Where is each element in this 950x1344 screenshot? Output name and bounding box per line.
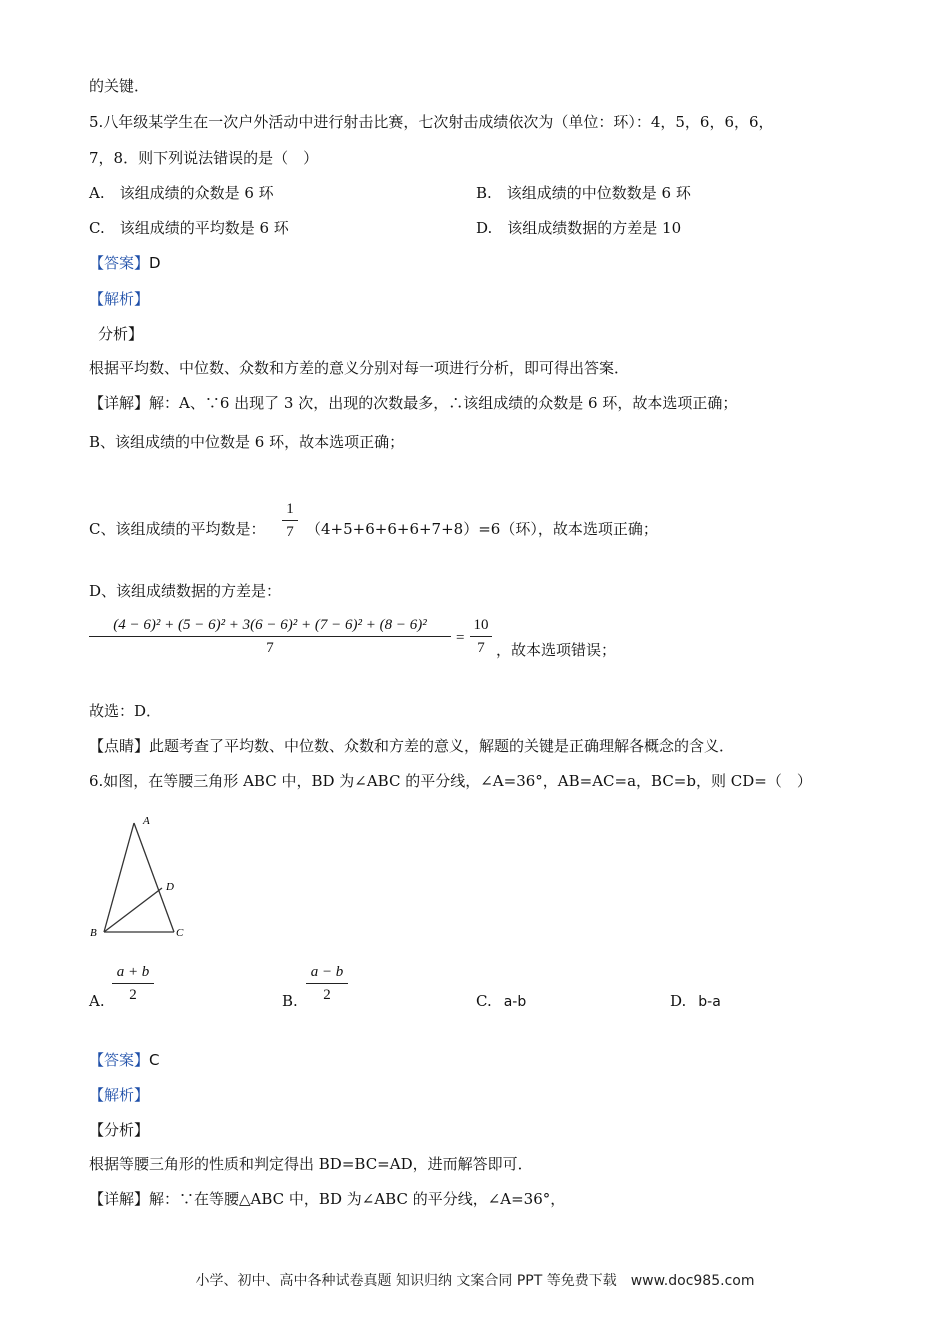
variance-result: [470, 616, 492, 657]
q5-dianjing: [89, 736, 734, 756]
q5-detail-b: B、该组成绩的中位数是 6 环，故本选项正确；: [89, 433, 405, 451]
label-c: C: [176, 927, 184, 939]
mean-frac-num: 1: [286, 501, 294, 517]
q6-option-b-label: B.: [282, 992, 298, 1010]
dianjing-tag: 【点睛】: [89, 737, 150, 755]
q6-option-a-label: A.: [89, 992, 105, 1010]
q5-stem-line2: 7，8．则下列说法错误的是（ ）: [89, 149, 319, 167]
variance-denominator: 7: [266, 640, 274, 656]
q5-stem-line1: 5.八年级某学生在一次户外活动中进行射击比赛，七次射击成绩依次为（单位：环）：4，5，6，6，6，: [89, 113, 774, 131]
mean-fraction: [282, 500, 298, 541]
variance-fraction: [89, 616, 451, 657]
variance-result-num: 10: [473, 617, 489, 633]
q6-answer: C: [149, 1051, 160, 1069]
q6-option-c-value: a-b: [503, 994, 527, 1010]
variance-numerator: (4 − 6)² + (5 − 6)² + 3(6 − 6)² + (7 − 6)² + (8 − 6)²: [113, 617, 427, 633]
q5-analysis-tag: 【解析】: [89, 290, 150, 308]
detail-a-text: 解：A、∵6 出现了 3 次，出现的次数最多，∴该组成绩的众数是 6 环，故本选项正确；: [149, 394, 738, 412]
answer-tag: 【答案】: [89, 1051, 150, 1069]
q6-option-a-fraction: [112, 963, 154, 1004]
label-b: B: [90, 927, 97, 939]
q6-option-b-den: 2: [323, 987, 331, 1003]
q6-option-d: [670, 991, 721, 1012]
q6-answer-line: [89, 1050, 160, 1070]
mean-frac-den: 7: [286, 524, 294, 540]
fraction-bar: [470, 636, 492, 637]
q6-option-a-den: 2: [129, 987, 137, 1003]
fraction-bar: [282, 520, 298, 521]
q5-fenxi-tag: 分析】: [98, 325, 144, 343]
q6-option-c: [476, 991, 526, 1012]
q6-analysis-tag: 【解析】: [89, 1086, 150, 1104]
q5-option-d: D. 该组成绩数据的方差是 10: [476, 219, 682, 237]
q5-choose: 故选：D．: [89, 702, 162, 720]
q5-answer-line: [89, 253, 161, 273]
q5-option-c: C. 该组成绩的平均数是 6 环: [89, 219, 289, 237]
q5-detail-d: D、该组成绩数据的方差是：: [89, 582, 282, 600]
detail-tag: 【详解】: [89, 394, 150, 412]
answer-tag: 【答案】: [89, 254, 150, 272]
label-d: D: [166, 881, 174, 893]
q6-option-d-value: b-a: [698, 994, 721, 1010]
page-footer: 小学、初中、高中各种试卷真题 知识归纳 文案合同 PPT 等免费下载 www.doc985.com: [195, 1273, 755, 1289]
q6-stem: 6.如图，在等腰三角形 ABC 中，BD 为∠ABC 的平分线，∠A=36°，AB=AC=a，BC=b，则 CD=（ ）: [89, 772, 812, 790]
q6-fenxi-tag: 【分析】: [89, 1121, 150, 1139]
fraction-bar: [89, 636, 451, 637]
q6-option-a-num: a + b: [116, 964, 150, 980]
q5-option-a: A. 该组成绩的众数是 6 环: [89, 184, 274, 202]
q5-detail-a: [89, 393, 737, 413]
q6-option-d-label: D.: [670, 992, 687, 1010]
dianjing-text: 此题考查了平均数、中位数、众数和方差的意义，解题的关键是正确理解各概念的含义．: [149, 737, 735, 755]
triangle-figure: [86, 808, 196, 943]
variance-suffix: ，故本选项错误；: [496, 641, 617, 659]
variance-equals: =: [456, 630, 465, 646]
detail-tag: 【详解】: [89, 1190, 150, 1208]
q5-fenxi-text: 根据平均数、中位数、众数和方差的意义分别对每一项进行分析，即可得出答案．: [89, 359, 630, 377]
previous-fragment: 的关键．: [89, 77, 150, 95]
q6-fenxi-text: 根据等腰三角形的性质和判定得出 BD=BC=AD，进而解答即可．: [89, 1155, 533, 1173]
fraction-bar: [306, 983, 348, 984]
q5-option-b: B. 该组成绩的中位数数是 6 环: [476, 184, 691, 202]
fraction-bar: [112, 983, 154, 984]
variance-result-den: 7: [477, 640, 485, 656]
q6-detail-text: 解：∵在等腰△ABC 中，BD 为∠ABC 的平分线，∠A=36°，: [149, 1190, 566, 1208]
q5-detail-c-suffix: （4+5+6+6+6+7+8）=6（环），故本选项正确；: [306, 520, 658, 538]
label-a: A: [143, 815, 150, 827]
q5-answer: D: [149, 254, 161, 272]
q6-detail: [89, 1189, 565, 1209]
q5-detail-c-prefix: C、该组成绩的平均数是：: [89, 520, 266, 538]
q6-option-b-num: a − b: [310, 964, 344, 980]
q6-option-c-label: C.: [476, 992, 492, 1010]
q6-option-b-fraction: [306, 963, 348, 1004]
